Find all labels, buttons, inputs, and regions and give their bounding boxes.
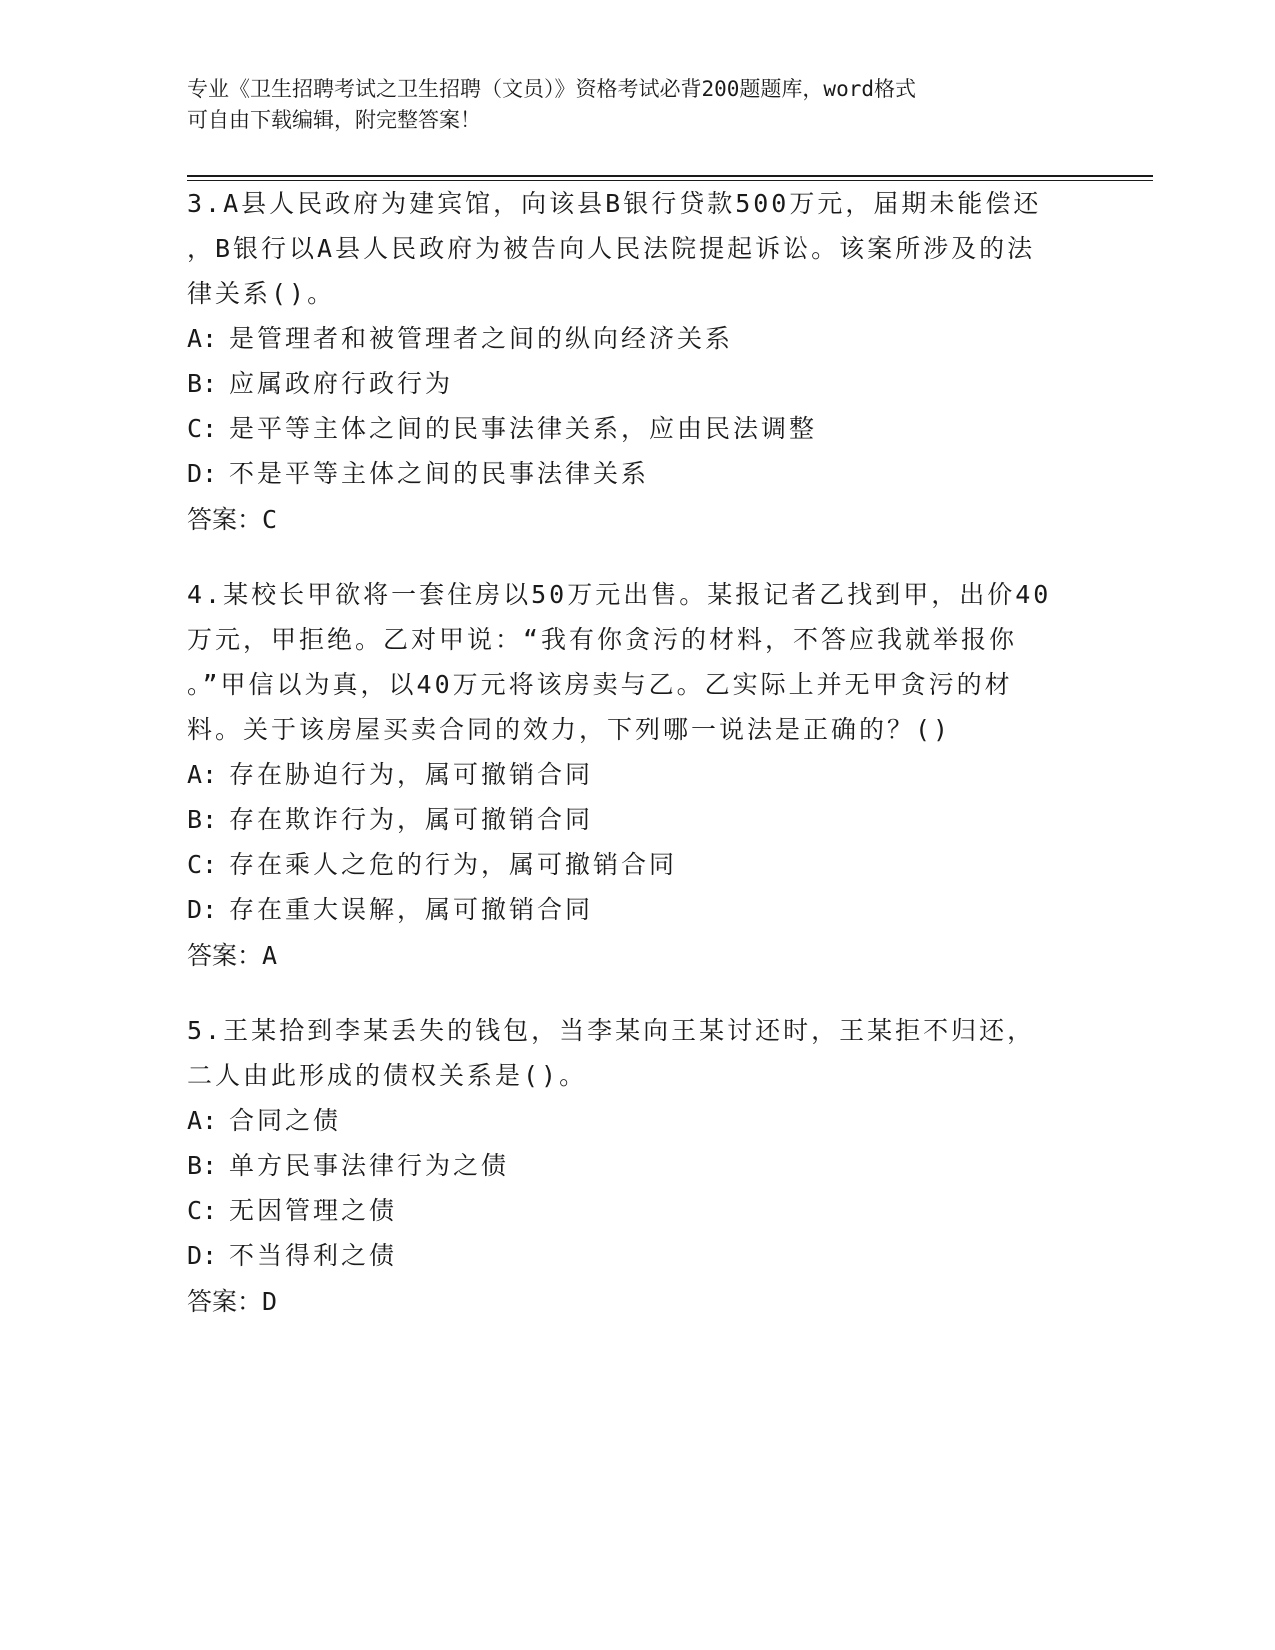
- question-text-line: 5.王某拾到李某丢失的钱包，当李某向王某讨还时，王某拒不归还，: [187, 1016, 1036, 1045]
- answer-label: 答案：: [187, 941, 263, 970]
- answer-value: A: [262, 941, 278, 970]
- question-text-line: 万元，甲拒绝。乙对甲说：“我有你贪污的材料，不答应我就举报你: [187, 625, 1018, 654]
- option-text: 不是平等主体之间的民事法律关系: [229, 459, 650, 488]
- question-text-line: 4.某校长甲欲将一套住房以50万元出售。某报记者乙找到甲，出价40: [187, 580, 1052, 609]
- option-letter: B:: [187, 1151, 218, 1180]
- option-letter: C:: [187, 414, 218, 443]
- question-text-line: 二人由此形成的债权关系是()。: [187, 1061, 588, 1090]
- option-text: 单方民事法律行为之债: [229, 1151, 510, 1180]
- option-letter: D:: [187, 1241, 218, 1270]
- option-text: 是平等主体之间的民事法律关系，应由民法调整: [229, 414, 818, 443]
- answer-label: 答案：: [187, 505, 263, 534]
- option-c: [187, 842, 1087, 887]
- option-text: 存在重大误解，属可撤销合同: [229, 895, 594, 924]
- option-text: 存在欺诈行为，属可撤销合同: [229, 805, 594, 834]
- option-b: [187, 361, 1087, 406]
- option-d: [187, 451, 1087, 496]
- option-letter: A:: [187, 1106, 218, 1135]
- question-text-line: 。”甲信以为真，以40万元将该房卖与乙。乙实际上并无甲贪污的材: [187, 670, 1013, 699]
- option-text: 无因管理之债: [229, 1196, 398, 1225]
- option-letter: B:: [187, 369, 218, 398]
- option-letter: C:: [187, 850, 218, 879]
- question-text-line: 料。关于该房屋买卖合同的效力，下列哪一说法是正确的？(): [187, 715, 952, 744]
- option-b: [187, 797, 1087, 842]
- question-text-line: ，B银行以A县人民政府为被告向人民法院提起诉讼。该案所涉及的法: [187, 234, 1036, 263]
- question-3: [187, 181, 1087, 544]
- option-d: [187, 887, 1087, 932]
- option-a: [187, 1098, 1087, 1143]
- header-divider-thick: [187, 175, 1153, 177]
- option-letter: B:: [187, 805, 218, 834]
- answer-line: [187, 496, 1087, 544]
- option-text: 是管理者和被管理者之间的纵向经济关系: [229, 324, 734, 353]
- option-letter: D:: [187, 895, 218, 924]
- document-header: [187, 74, 1067, 136]
- option-b: [187, 1143, 1087, 1188]
- header-line-2: 可自由下载编辑，附完整答案！: [187, 108, 481, 132]
- question-4: [187, 572, 1087, 980]
- option-text: 合同之债: [229, 1106, 342, 1135]
- option-letter: A:: [187, 324, 218, 353]
- answer-value: C: [262, 505, 278, 534]
- question-text-line: 3.A县人民政府为建宾馆，向该县B银行贷款500万元，届期未能偿还: [187, 189, 1042, 218]
- option-c: [187, 406, 1087, 451]
- answer-value: D: [262, 1287, 278, 1316]
- option-letter: C:: [187, 1196, 218, 1225]
- option-text: 存在乘人之危的行为，属可撤销合同: [229, 850, 678, 879]
- option-text: 应属政府行政行为: [229, 369, 454, 398]
- option-d: [187, 1233, 1087, 1278]
- option-letter: A:: [187, 760, 218, 789]
- option-c: [187, 1188, 1087, 1233]
- answer-line: [187, 1278, 1087, 1326]
- question-text-line: 律关系()。: [187, 279, 336, 308]
- option-a: [187, 752, 1087, 797]
- option-letter: D:: [187, 459, 218, 488]
- option-text: 不当得利之债: [229, 1241, 398, 1270]
- answer-label: 答案：: [187, 1287, 263, 1316]
- option-a: [187, 316, 1087, 361]
- answer-line: [187, 932, 1087, 980]
- question-5: [187, 1008, 1087, 1326]
- header-line-1: 专业《卫生招聘考试之卫生招聘（文员）》资格考试必背200题题库，word格式: [187, 77, 916, 101]
- option-text: 存在胁迫行为，属可撤销合同: [229, 760, 594, 789]
